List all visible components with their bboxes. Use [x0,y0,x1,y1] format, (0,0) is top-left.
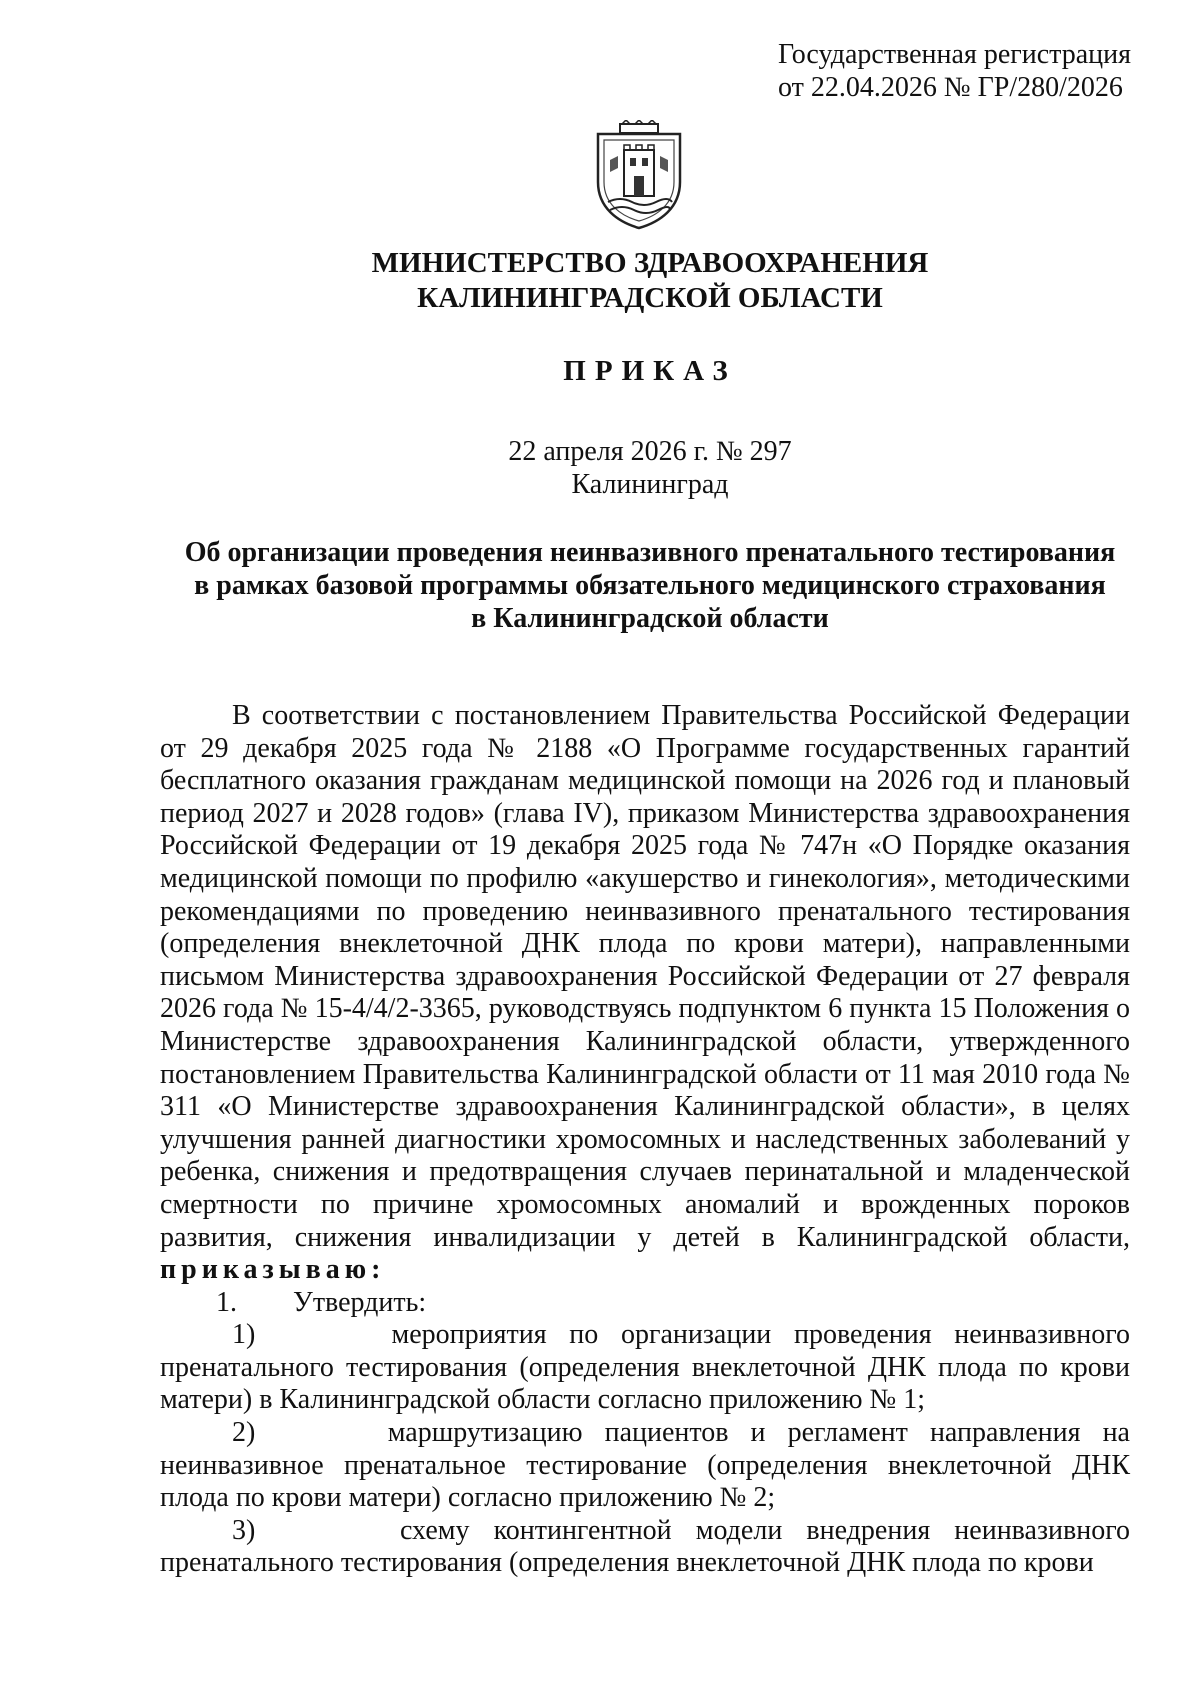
registration-line-1: Государственная регистрация [778,39,1131,70]
subject-line-2: в рамках базовой программы обязательного медицинского страхования [194,570,1106,601]
ministry-line-1: МИНИСТЕРСТВО ЗДРАВООХРАНЕНИЯ [371,247,929,279]
ministry-name [0,246,1200,316]
sub-item-1-number: 1) [232,1319,256,1351]
sub-item-1-text: мероприятия по организации проведения неинвазивного пренатального тестирования (определения внеклеточной ДНК плода по крови матери) в Калининградской области согласно приложению № 1; [160,1319,1130,1416]
sub-item-2-text: маршрутизацию пациентов и регламент направления на неинвазивное пренатальное тестирование (определения внеклеточной ДНК плода по крови матери) согласно приложению № 2; [160,1417,1130,1514]
sub-item-3-text: схему контингентной модели внедрения неинвазивного пренатального тестирования (определения внеклеточной ДНК плода по крови [160,1514,1131,1579]
order-body [160,700,1130,1580]
order-date-number: 22 апреля 2026 г. № 297 [508,436,792,467]
subject-line-3: в Калининградской области [471,603,829,634]
order-word: приказываю: [160,1254,386,1286]
preamble-text: В соответствии с постановлением Правительства Российской Федерации от 29 декабря 2025 года № 2188 «О Программе государственных гарантий бесплатного оказания гражданам медицинской помощи на 2026 год и плановый период 2027 и 2028 годов» (глава IV), приказом Министерства здравоохранения Российской Федерации от 19 декабря 2025 года № 747н «О Порядке оказания медицинской помощи по профилю «акушерство и гинекология», методическими рекомендациями по проведению неинвазивного пренатального тестирования (определения внеклеточной ДНК плода по крови матери), направленными письмом Министерства здравоохранения Российской Федерации от 27 февраля 2026 года № 15-4/4/2-3365, руководствуясь подпунктом 6 пункта 15 Положения о Министерстве здравоохранения Калининградской области, утвержденного постановлением Правительства Калининградской области от 11 мая 2010 года № 311 «О Министерстве здравоохранения Калининградской области», в целях улучшения ранней диагностики хромосомных и наследственных заболеваний у ребенка, снижения и предотвращения случаев перинатальной и младенческой смертности по причине хромосомных аномалий и врожденных пороков развития, снижения инвалидизации у детей в Калининградской области, [160,700,1130,1253]
coat-of-arms-icon [590,120,688,230]
document-type: ПРИКАЗ [563,355,737,387]
order-city: Калининград [571,469,729,500]
registration-stamp [778,38,1138,104]
sub-item-3-number: 3) [232,1514,256,1546]
preamble-paragraph [160,700,1130,1287]
order-date-block [0,435,1200,501]
registration-line-2: от 22.04.2026 № ГР/280/2026 [778,72,1123,103]
sub-item-2-number: 2) [232,1417,256,1449]
sub-item-2 [160,1417,1130,1515]
sub-item-3 [160,1515,1130,1580]
order-subject [0,536,1200,635]
ministry-line-2: КАЛИНИНГРАДСКОЙ ОБЛАСТИ [417,282,883,314]
sub-item-1 [160,1319,1130,1417]
item-1: 1. Утвердить: [216,1286,427,1318]
subject-line-1: Об организации проведения неинвазивного пренатального тестирования [184,537,1116,568]
